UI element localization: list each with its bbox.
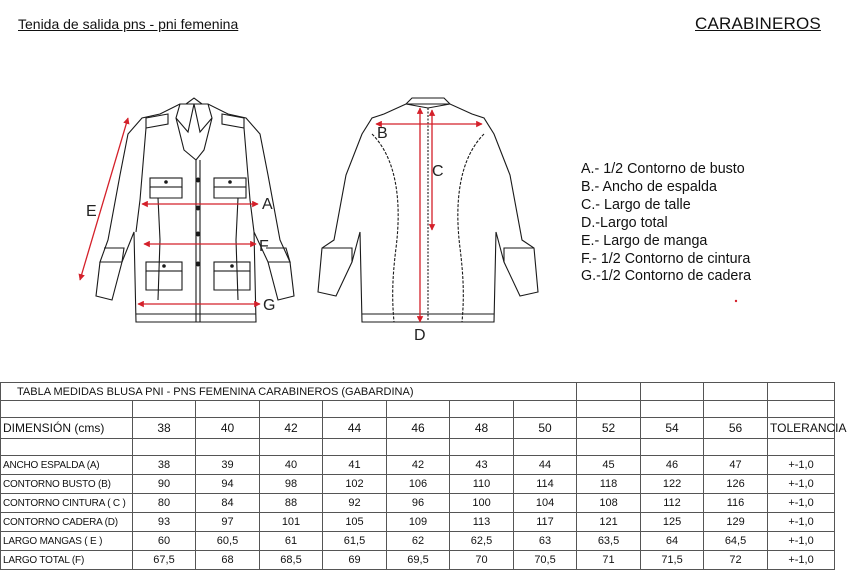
table-cell: 70,5 (514, 551, 577, 570)
legend-item-b: B.- Ancho de espalda (581, 178, 717, 195)
table-cell: 84 (196, 494, 260, 513)
header-tolerance: TOLERANCIA (768, 418, 835, 439)
row-label: CONTORNO CADERA (D) (1, 513, 133, 532)
tolerance-cell: +-1,0 (768, 475, 835, 494)
front-buttons (162, 178, 234, 268)
table-cell: 71 (577, 551, 641, 570)
table-cell: 64 (641, 532, 704, 551)
table-cell: 94 (196, 475, 260, 494)
table-cell: 68,5 (260, 551, 323, 570)
table-cell: 62 (387, 532, 450, 551)
tolerance-cell: +-1,0 (768, 513, 835, 532)
table-cell: 47 (704, 456, 768, 475)
table-cell: 101 (260, 513, 323, 532)
label-f: F (259, 238, 269, 255)
table-cell: 71,5 (641, 551, 704, 570)
label-g: G (263, 297, 276, 314)
table-row (1, 494, 835, 513)
label-d: D (414, 327, 426, 344)
table-cell: 109 (387, 513, 450, 532)
label-e: E (86, 203, 97, 220)
table-cell: 90 (133, 475, 196, 494)
front-measure-lines (80, 118, 260, 304)
table-cell: 104 (514, 494, 577, 513)
table-cell: 69,5 (387, 551, 450, 570)
table-cell: 45 (577, 456, 641, 475)
header-size: 56 (704, 418, 768, 439)
table-cell: 60 (133, 532, 196, 551)
table-cell: 98 (260, 475, 323, 494)
table-cell: 97 (196, 513, 260, 532)
tolerance-cell: +-1,0 (768, 456, 835, 475)
tolerance-cell: +-1,0 (768, 551, 835, 570)
table-cell: 125 (641, 513, 704, 532)
row-label: LARGO MANGAS ( E ) (1, 532, 133, 551)
header-size: 50 (514, 418, 577, 439)
table-cell: 121 (577, 513, 641, 532)
measurement-legend (581, 161, 751, 286)
table-cell: 69 (323, 551, 387, 570)
table-header-row (1, 418, 835, 439)
table-cell: 113 (450, 513, 514, 532)
header-size: 52 (577, 418, 641, 439)
back-measure-lines (376, 108, 482, 322)
legend-item-e: E.- Largo de manga (581, 232, 708, 249)
table-cell: 72 (704, 551, 768, 570)
label-a: A (262, 196, 273, 213)
table-cell: 122 (641, 475, 704, 494)
legend-item-g: G.-1/2 Contorno de cadera (581, 268, 752, 285)
legend-item-f: F.- 1/2 Contorno de cintura (581, 250, 751, 267)
table-cell: 93 (133, 513, 196, 532)
table-cell: 112 (641, 494, 704, 513)
table-cell: 43 (450, 456, 514, 475)
header-size: 54 (641, 418, 704, 439)
back-jacket-view (318, 98, 538, 322)
row-label: ANCHO ESPALDA (A) (1, 456, 133, 475)
table-cell: 64,5 (704, 532, 768, 551)
label-c: C (432, 163, 444, 180)
tolerance-cell: +-1,0 (768, 494, 835, 513)
table-cell: 105 (323, 513, 387, 532)
table-cell: 39 (196, 456, 260, 475)
stray-dot (735, 300, 737, 302)
header-size: 48 (450, 418, 514, 439)
table-cell: 100 (450, 494, 514, 513)
table-cell: 126 (704, 475, 768, 494)
table-cell: 129 (704, 513, 768, 532)
legend-item-a: A.- 1/2 Contorno de busto (581, 161, 745, 177)
table-title: TABLA MEDIDAS BLUSA PNI - PNS FEMENINA CARABINEROS (GABARDINA) (1, 383, 514, 401)
table-cell: 61,5 (323, 532, 387, 551)
table-cell: 70 (450, 551, 514, 570)
label-b: B (377, 125, 388, 142)
table-cell: 44 (514, 456, 577, 475)
table-row (1, 475, 835, 494)
brand-title: CARABINEROS (695, 14, 821, 33)
table-cell: 117 (514, 513, 577, 532)
table-cell: 102 (323, 475, 387, 494)
table-cell: 42 (387, 456, 450, 475)
table-row (1, 513, 835, 532)
table-cell: 46 (641, 456, 704, 475)
table-cell: 41 (323, 456, 387, 475)
measure-e-sleeve (80, 118, 128, 280)
header-size: 38 (133, 418, 196, 439)
table-cell: 38 (133, 456, 196, 475)
table-cell: 63,5 (577, 532, 641, 551)
table-cell: 108 (577, 494, 641, 513)
table-cell: 96 (387, 494, 450, 513)
legend-item-d: D.-Largo total (581, 214, 668, 231)
table-body (1, 456, 835, 570)
legend-item-c: C.- Largo de talle (581, 196, 691, 213)
table-row (1, 456, 835, 475)
table-row (1, 551, 835, 570)
table-cell: 61 (260, 532, 323, 551)
table-cell: 116 (704, 494, 768, 513)
table-cell: 118 (577, 475, 641, 494)
document-title: Tenida de salida pns - pni femenina (18, 16, 239, 32)
header-size: 44 (323, 418, 387, 439)
table-cell: 80 (133, 494, 196, 513)
size-table (0, 382, 847, 570)
row-label: LARGO TOTAL (F) (1, 551, 133, 570)
row-label: CONTORNO BUSTO (B) (1, 475, 133, 494)
table-row (1, 532, 835, 551)
header-dimension: DIMENSIÓN (cms) (1, 418, 133, 439)
table-title-row (1, 383, 835, 401)
table-cell: 106 (387, 475, 450, 494)
table-cell: 63 (514, 532, 577, 551)
table-cell: 67,5 (133, 551, 196, 570)
table-cell: 68 (196, 551, 260, 570)
table-cell: 62,5 (450, 532, 514, 551)
header-size: 42 (260, 418, 323, 439)
tolerance-cell: +-1,0 (768, 532, 835, 551)
table-cell: 92 (323, 494, 387, 513)
table-cell: 88 (260, 494, 323, 513)
table-cell: 110 (450, 475, 514, 494)
table-cell: 60,5 (196, 532, 260, 551)
row-label: CONTORNO CINTURA ( C ) (1, 494, 133, 513)
header-size: 40 (196, 418, 260, 439)
table-cell: 40 (260, 456, 323, 475)
table-cell: 114 (514, 475, 577, 494)
header-size: 46 (387, 418, 450, 439)
